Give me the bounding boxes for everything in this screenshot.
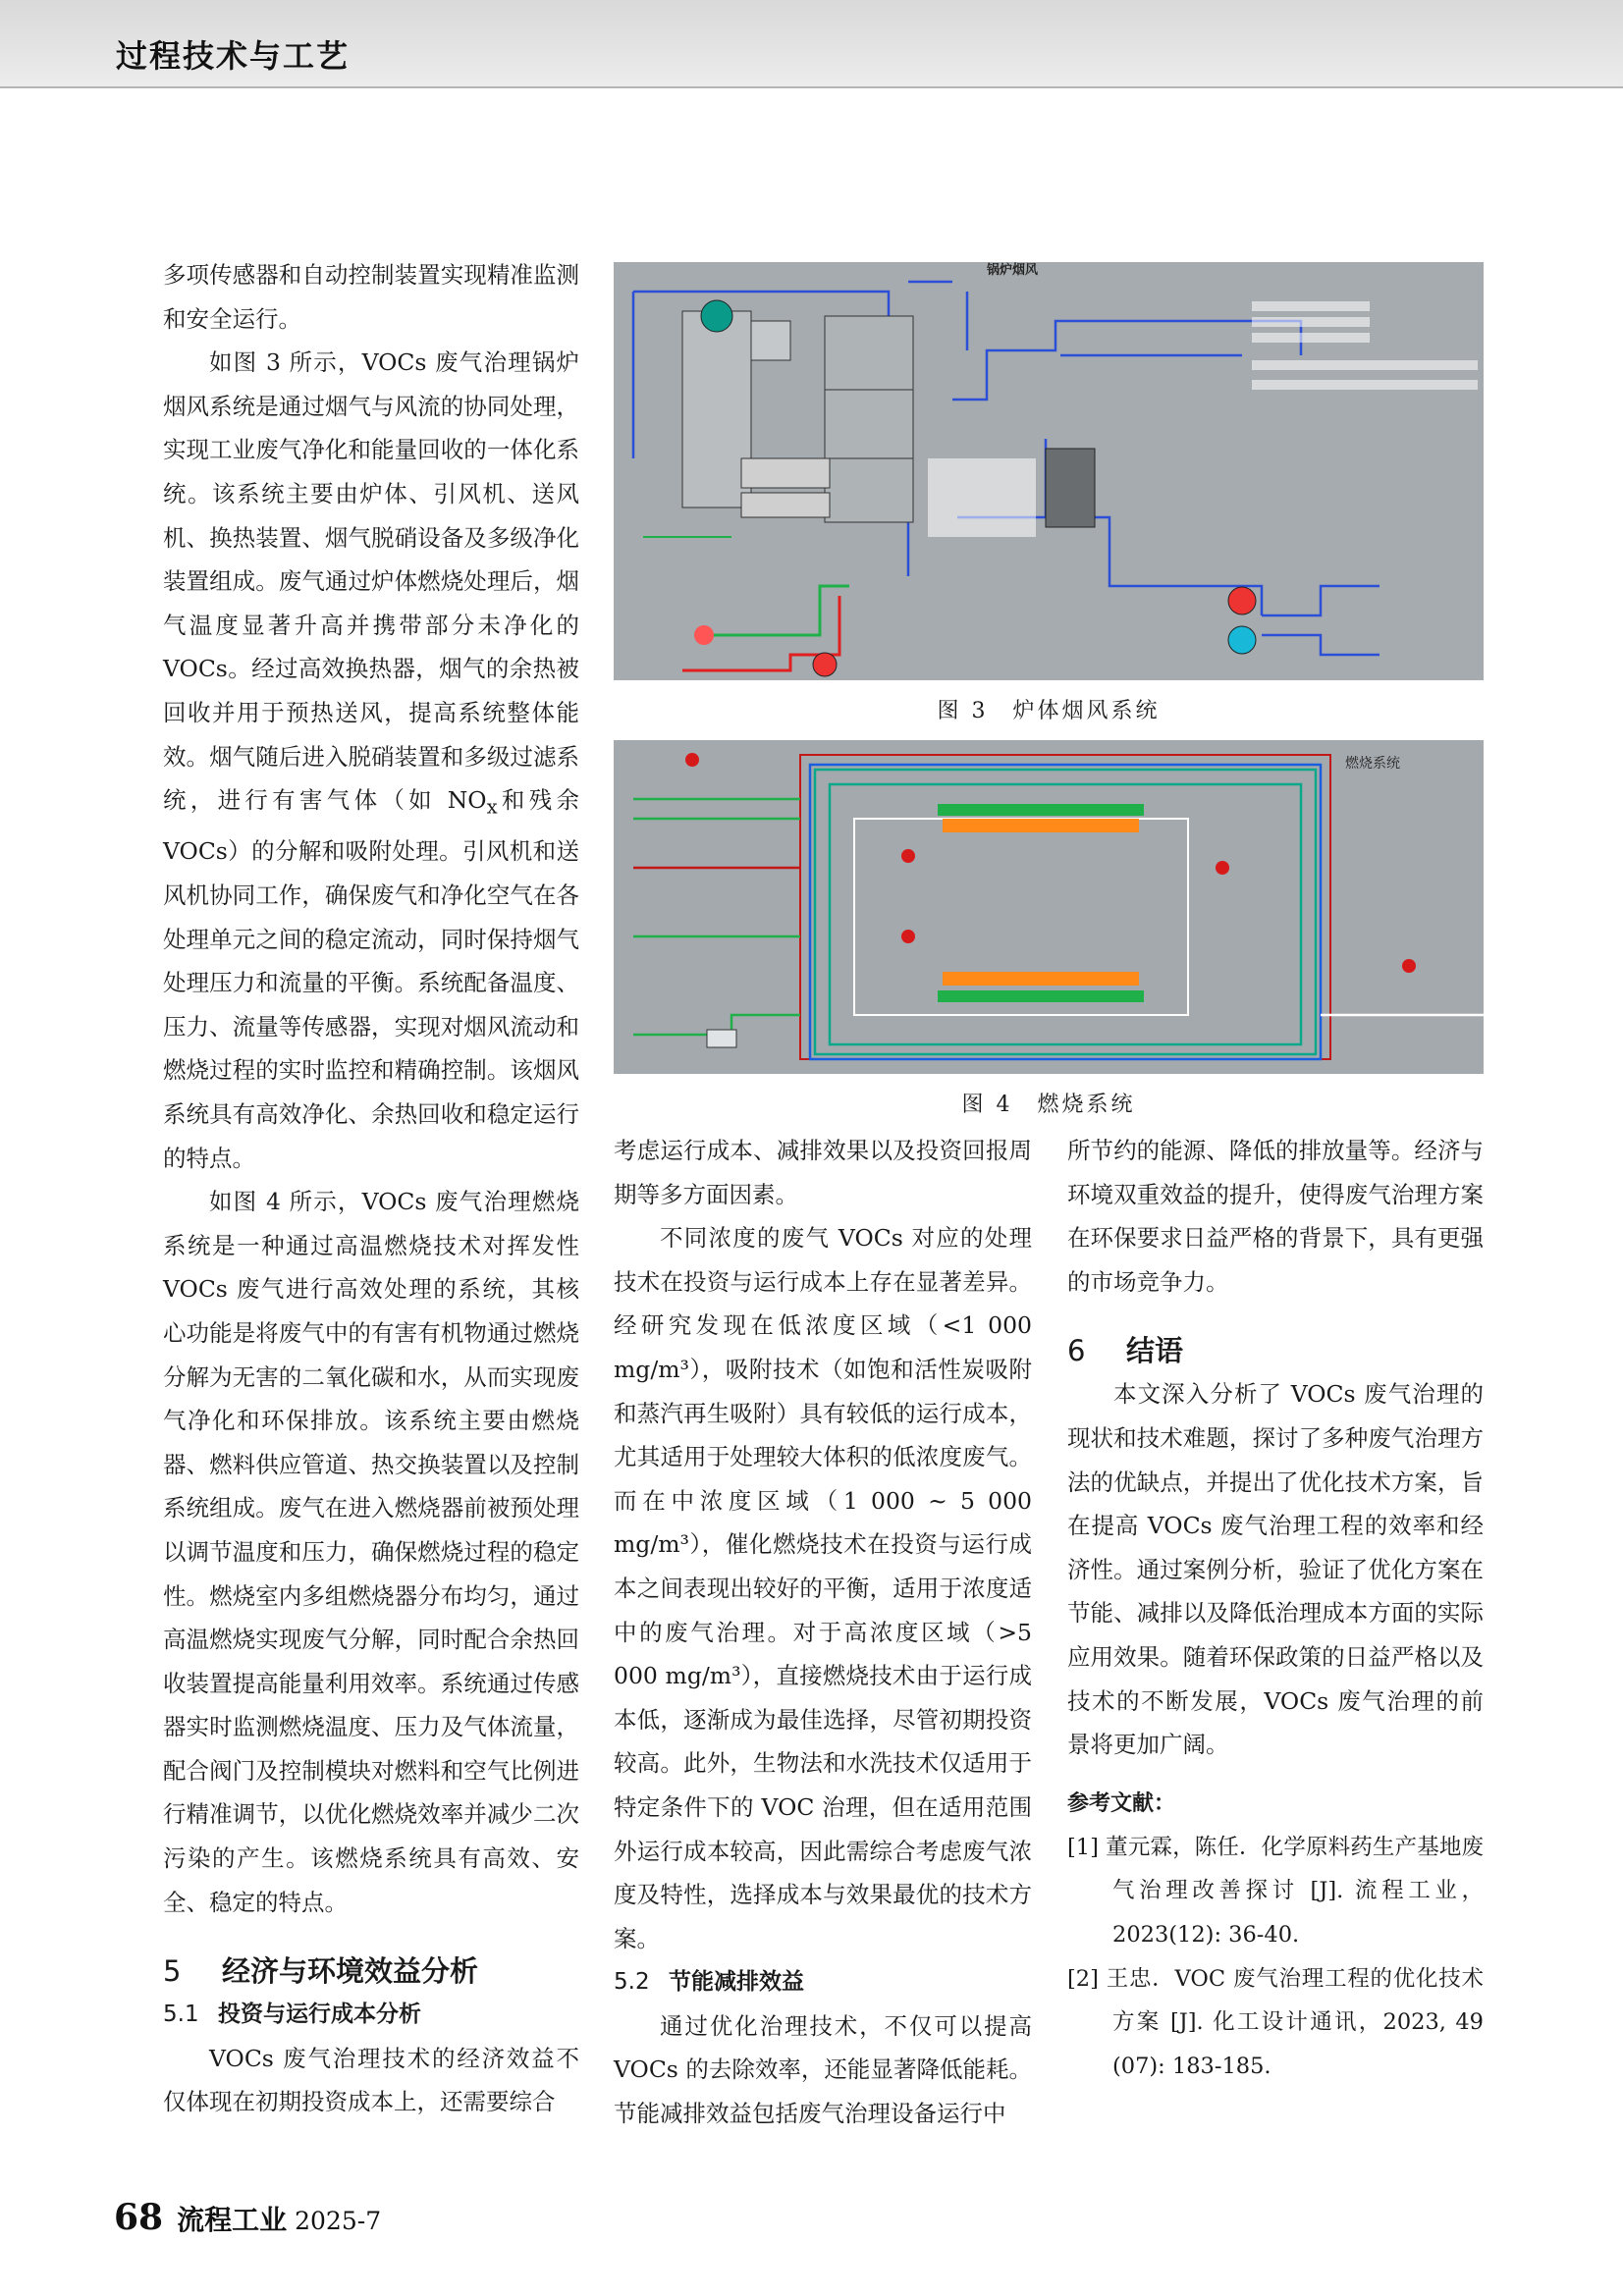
fig3-panel-title: 锅炉烟风 [987, 263, 1039, 278]
paragraph: 如图 4 所示，VOCs 废气治理燃烧系统是一种通过高温燃烧技术对挥发性 VOCs 废气进行高效处理的系统，其核心功能是将废气中的有害有机物通过燃烧分解为无害的二氧化碳和水，从而实现废气净化和环保排放。该系统主要由燃烧器、燃料供应管道、热交换装置以及控制系统组成。废气在进入燃烧器前被预处理以调节温度和压力，确保燃烧过程的稳定性。燃烧室内多组燃烧器分布均匀，通过高温燃烧实现废气分解，同时配合余热回收装置提高能量利用效率。系统通过传感器实时监测燃烧温度、压力及气体流量，配合阀门及控制模块对燃料和空气比例进行精准调节，以优化燃烧效率并减少二次污染的产生。该燃烧系统具有高效、安全、稳定的特点。 [163, 1188, 579, 1916]
figure-3 [614, 262, 1484, 724]
boiler-flue-diagram [614, 262, 1484, 680]
subsection-heading-5-1: 5.1 投资与运行成本分析 [163, 2002, 421, 2028]
journal-name: 流程工业 [177, 2204, 288, 2236]
paragraph: VOCs 废气治理技术的经济效益不仅体现在初期投资成本上，还需要综合 [163, 2044, 579, 2116]
reference-item: [2] 王忠．VOC 废气治理工程的优化技术方案 [J]. 化工设计通讯，2023, 49 (07): 183-185. [1067, 1965, 1484, 2079]
figure-3-caption: 图 3 炉体烟风系统 [937, 699, 1161, 723]
figure-4 [614, 740, 1484, 1118]
paragraph: 多项传感器和自动控制装置实现精准监测和安全运行。 [163, 261, 579, 333]
paragraph: 所节约的能源、降低的排放量等。经济与环境双重效益的提升，使得废气治理方案在环保要求日益严格的背景下，具有更强的市场竞争力。 [1067, 1137, 1484, 1296]
column-left [163, 253, 579, 2124]
references-title: 参考文献： [1067, 1790, 1176, 1816]
paragraph: 如图 3 所示，VOCs 废气治理锅炉烟风系统是通过烟气与风流的协同处理，实现工业废气净化和能量回收的一体化系统。该系统主要由炉体、引风机、送风机、换热装置、烟气脱硝设备及多级净化装置组成。废气通过炉体燃烧处理后，烟气温度显著升高并携带部分未净化的 VOCs。经过高效换热器，烟气的余热被回收并用于预热送风，提高系统整体能效。烟气随后进入脱硝装置和多级过滤系统，进行有害气体（如 $NO_x$和残余 VOCs）的分解和吸附处理。引风机和送风机协同工作，确保废气和净化空气在各处理单元之间的稳定流动，同时保持烟气处理压力和流量的平衡。系统配备温度、压力、流量等传感器，实现对烟风流动和燃烧过程的实时监控和精确控制。该烟风系统具有高效净化、余热回收和稳定运行的特点。 [163, 348, 579, 1172]
column-middle [614, 1129, 1032, 2136]
section-heading-5: 5 经济与环境效益分析 [163, 1954, 479, 1989]
paragraph: 通过优化治理技术，不仅可以提高 VOCs 的去除效率，还能显著降低能耗。节能减排效益包括废气治理设备运行中 [614, 2011, 1032, 2128]
fig4-panel-title: 燃烧系统 [1345, 756, 1400, 772]
section-heading-6: 6 结语 [1067, 1334, 1184, 1368]
page-number: 68 [114, 2197, 164, 2238]
subsection-heading-5-2: 5.2 节能减排效益 [614, 1969, 804, 1996]
boiler-flue-svg [614, 262, 1484, 680]
paragraph: 考虑运行成本、减排效果以及投资回报周期等多方面因素。 [614, 1137, 1032, 1208]
paragraph: 不同浓度的废气 VOCs 对应的处理技术在投资与运行成本上存在显著差异。经研究发现在低浓度区域（<1 000 mg/m³），吸附技术（如饱和活性炭吸附和蒸汽再生吸附）具有较低的运行成本，尤其适用于处理较大体积的低浓度废气。而在中浓度区域（1 000 ~ 5 000 mg/m³），催化燃烧技术在投资与运行成本之间表现出较好的平衡，适用于浓度适中的废气治理。对于高浓度区域（>5 000 mg/m³），直接燃烧技术由于运行成本低，逐渐成为最佳选择，尽管初期投资较高。此外，生物法和水洗技术仅适用于特定条件下的 VOC 治理，但在适用范围外运行成本较高，因此需综合考虑废气浓度及特性，选择成本与效果最优的技术方案。 [614, 1224, 1032, 1952]
combustion-diagram [614, 740, 1484, 1074]
combustion-svg [614, 740, 1484, 1074]
column-right [1067, 1129, 1484, 2088]
issue: 2025-7 [295, 2207, 382, 2235]
reference-item: [1] 董元霖，陈任．化学原料药生产基地废气治理改善探讨 [J]. 流程工业，2023(12): 36-40. [1067, 1834, 1484, 1948]
page-footer [114, 2197, 381, 2238]
header-bar [0, 0, 1623, 88]
paragraph: 本文深入分析了 VOCs 废气治理的现状和技术难题，探讨了多种废气治理方法的优缺点，并提出了优化技术方案，旨在提高 VOCs 废气治理工程的效率和经济性。通过案例分析，验证了优化方案在节能、减排以及降低治理成本方面的实际应用效果。随着环保政策的日益严格以及技术的不断发展，VOCs 废气治理的前景将更加广阔。 [1067, 1380, 1484, 1759]
figure-4-caption: 图 4 燃烧系统 [961, 1093, 1136, 1117]
section-title: 过程技术与工艺 [116, 37, 351, 75]
